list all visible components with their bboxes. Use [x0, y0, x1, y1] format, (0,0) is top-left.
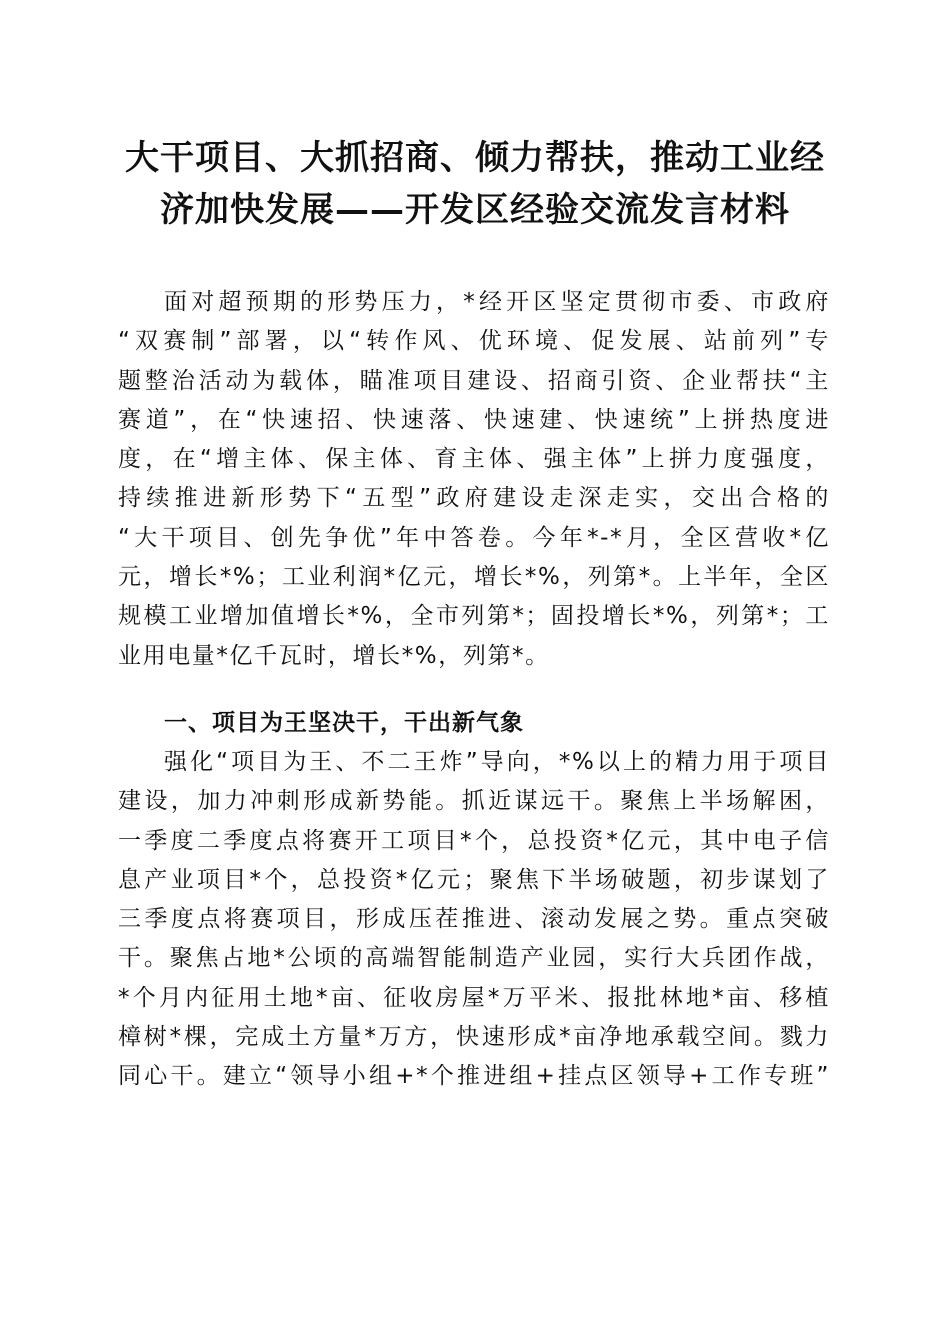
text-line: 面对超预期的形势压力，*经开区坚定贯彻市委、市政府: [164, 289, 830, 315]
text-line: 建设，加力冲刺形成新势能。抓近谋远干。聚焦上半场解困，: [118, 788, 830, 815]
text-line: 三季度点将赛项目，形成压茬推进、滚动发展之势。重点突破: [118, 906, 830, 933]
text-line: 同心干。建立“领导小组+*个推进组+挂点区领导+工作专班”: [118, 1063, 830, 1090]
text-line: 息产业项目*个，总投资*亿元；聚焦下半场破题，初步谋划了: [118, 866, 830, 893]
text-line: 干。聚焦占地*公顷的高端智能制造产业园，实行大兵团作战，: [118, 945, 830, 972]
document-title: [100, 132, 850, 236]
text-line: 业用电量*亿千瓦时，增长*%，列第*。: [118, 642, 550, 669]
text-line: “双赛制”部署，以“转作风、优环境、促发展、站前列”专: [118, 328, 830, 355]
text-line: 元，增长*%；工业利润*亿元，增长*%，列第*。上半年，全区: [118, 564, 830, 591]
text-line: 规模工业增加值增长*%，全市列第*；固投增长*%，列第*；工: [118, 603, 830, 630]
text-line: 持续推进新形势下“五型”政府建设走深走实，交出合格的: [118, 485, 830, 512]
intro-paragraph: [118, 283, 830, 676]
text-line: “大干项目、创先争优”年中答卷。今年*-*月，全区营收*亿: [118, 524, 830, 551]
section-heading: [118, 704, 830, 743]
section1-paragraph: [118, 743, 830, 1097]
section-heading-text: 一、项目为王坚决干，干出新气象: [164, 710, 524, 736]
text-line: *个月内征用土地*亩、征收房屋*万平米、报批林地*亩、移植: [118, 984, 830, 1011]
text-line: 强化“项目为王、不二王炸”导向，*%以上的精力用于项目: [164, 749, 830, 775]
text-line: 樟树*棵，完成土方量*万方，快速形成*亩净地承载空间。戮力: [118, 1024, 830, 1051]
text-line: 一季度二季度点将赛开工项目*个，总投资*亿元，其中电子信: [118, 827, 830, 854]
text-line: 度，在“增主体、保主体、育主体、强主体”上拼力度强度，: [118, 446, 830, 473]
title-line-2: 济加快发展——开发区经验交流发言材料: [160, 190, 790, 230]
text-line: 题整治活动为载体，瞄准项目建设、招商引资、企业帮扶“主: [118, 367, 830, 394]
text-line: 赛道”，在“快速招、快速落、快速建、快速统”上拼热度进: [118, 406, 830, 433]
title-line-1: 大干项目、大抓招商、倾力帮扶，推动工业经: [125, 138, 825, 178]
